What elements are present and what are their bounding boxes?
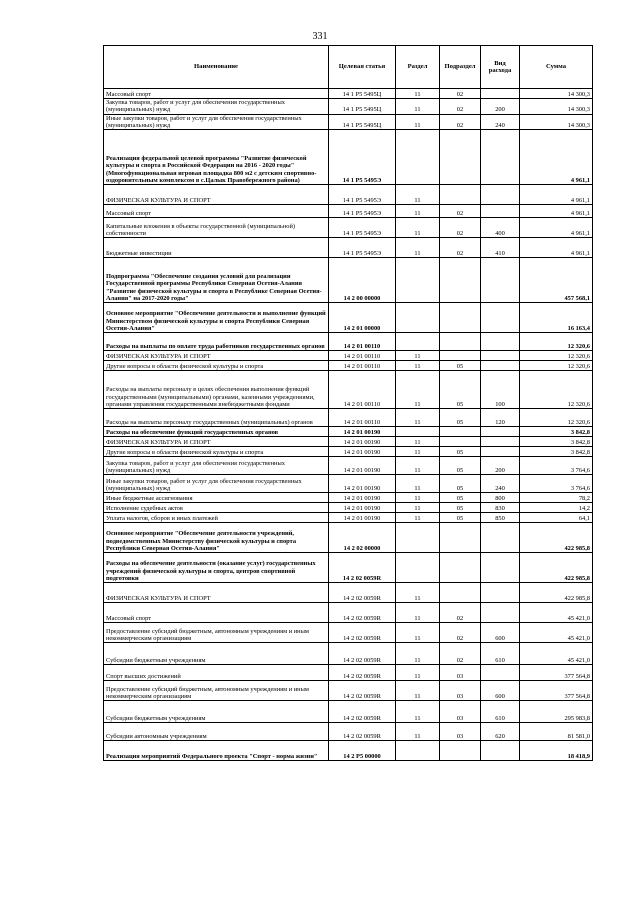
row-target-code: 14 2 01 00110 (329, 409, 396, 427)
row-name: ФИЗИЧЕСКАЯ КУЛЬТУРА И СПОРТ (104, 185, 329, 205)
row-section: 11 (396, 114, 440, 130)
budget-table (103, 45, 593, 761)
row-name: Реализация мероприятий Федерального проекта "Спорт - норма жизни" (104, 741, 329, 761)
row-amount: 14 300,3 (520, 114, 593, 130)
row-amount: 14 300,3 (520, 89, 593, 99)
row-amount: 3 764,6 (520, 475, 593, 493)
row-expense-type (481, 361, 520, 371)
row-name: Массовый спорт (104, 89, 329, 99)
row-expense-type: 410 (481, 238, 520, 258)
row-target-code: 14 2 00 00000 (329, 258, 396, 303)
table-row (104, 583, 593, 603)
row-amount: 377 564,8 (520, 665, 593, 681)
row-section: 11 (396, 361, 440, 371)
row-subsection: 05 (440, 503, 481, 513)
row-expense-type (481, 185, 520, 205)
row-target-code: 14 2 02 0059R (329, 723, 396, 741)
row-amount: 14 300,3 (520, 99, 593, 115)
row-expense-type: 850 (481, 513, 520, 523)
row-section: 11 (396, 701, 440, 723)
row-target-code: 14 2 02 0059R (329, 643, 396, 665)
row-amount: 12 320,6 (520, 333, 593, 351)
row-subsection (440, 258, 481, 303)
row-expense-type: 200 (481, 99, 520, 115)
row-subsection: 02 (440, 114, 481, 130)
row-section: 11 (396, 475, 440, 493)
table-header-row (104, 46, 593, 89)
row-expense-type (481, 665, 520, 681)
row-amount: 457 568,1 (520, 258, 593, 303)
row-section: 11 (396, 218, 440, 238)
table-row (104, 409, 593, 427)
row-amount: 81 581,0 (520, 723, 593, 741)
row-section (396, 130, 440, 185)
row-name: ФИЗИЧЕСКАЯ КУЛЬТУРА И СПОРТ (104, 437, 329, 447)
row-expense-type: 610 (481, 701, 520, 723)
row-expense-type: 100 (481, 371, 520, 409)
row-amount: 3 842,8 (520, 427, 593, 437)
row-amount: 12 320,6 (520, 371, 593, 409)
row-target-code: 14 2 01 00110 (329, 333, 396, 351)
row-name: Исполнение судебных актов (104, 503, 329, 513)
row-expense-type: 830 (481, 503, 520, 513)
row-subsection: 05 (440, 457, 481, 475)
row-name: Массовый спорт (104, 603, 329, 623)
row-expense-type: 240 (481, 475, 520, 493)
row-amount: 14,2 (520, 503, 593, 513)
table-row (104, 205, 593, 218)
row-target-code: 14 1 P5 5495Ц (329, 99, 396, 115)
row-subsection: 02 (440, 238, 481, 258)
row-section: 11 (396, 583, 440, 603)
row-amount: 422 985,8 (520, 553, 593, 583)
row-name: Иные закупки товаров, работ и услуг для обеспечения государственных (муниципальных) нужд (104, 475, 329, 493)
row-expense-type: 600 (481, 681, 520, 701)
table-row (104, 99, 593, 115)
row-name: ФИЗИЧЕСКАЯ КУЛЬТУРА И СПОРТ (104, 351, 329, 361)
row-subsection: 05 (440, 513, 481, 523)
row-name: Иные бюджетные ассигнования (104, 493, 329, 503)
row-target-code: 14 2 02 0059R (329, 603, 396, 623)
table-row (104, 351, 593, 361)
row-section: 11 (396, 681, 440, 701)
row-amount: 64,1 (520, 513, 593, 523)
row-subsection (440, 185, 481, 205)
row-expense-type (481, 447, 520, 457)
row-target-code: 14 1 P5 5495Ц (329, 89, 396, 99)
row-name: Расходы на выплаты персоналу государственных (муниципальных) органов (104, 409, 329, 427)
row-section (396, 553, 440, 583)
row-expense-type (481, 303, 520, 333)
row-amount: 16 163,4 (520, 303, 593, 333)
row-amount: 12 320,6 (520, 361, 593, 371)
row-subsection (440, 523, 481, 553)
row-amount: 3 764,6 (520, 457, 593, 475)
table-row (104, 258, 593, 303)
row-subsection (440, 437, 481, 447)
table-row (104, 513, 593, 523)
table-body (104, 89, 593, 761)
row-amount: 45 421,0 (520, 643, 593, 665)
row-target-code: 14 2 02 0059R (329, 681, 396, 701)
table-row (104, 238, 593, 258)
row-expense-type (481, 553, 520, 583)
row-section: 11 (396, 205, 440, 218)
row-amount: 4 961,1 (520, 185, 593, 205)
row-section (396, 523, 440, 553)
row-target-code: 14 1 P5 5495Э (329, 205, 396, 218)
table-row (104, 623, 593, 643)
row-target-code: 14 2 02 0059R (329, 623, 396, 643)
row-target-code: 14 2 01 00190 (329, 437, 396, 447)
row-expense-type (481, 333, 520, 351)
row-name: Подпрограмма "Обеспечение создания условий для реализации Государственной программы Республики Северная Осетия-Алания "Развитие физической культуры и спорта в Республике Северная Осетия-Алания" на 2017-2020 годы" (104, 258, 329, 303)
row-section: 11 (396, 447, 440, 457)
row-target-code: 14 2 02 0059R (329, 583, 396, 603)
row-target-code: 14 2 02 0059R (329, 701, 396, 723)
row-amount: 45 421,0 (520, 623, 593, 643)
row-name: Другие вопросы в области физической культуры и спорта (104, 361, 329, 371)
row-section: 11 (396, 623, 440, 643)
row-subsection (440, 130, 481, 185)
table-row (104, 643, 593, 665)
row-name: Иные закупки товаров, работ и услуг для обеспечения государственных (муниципальных) нужд (104, 114, 329, 130)
row-subsection: 05 (440, 371, 481, 409)
row-expense-type (481, 258, 520, 303)
row-subsection: 02 (440, 643, 481, 665)
table-row (104, 371, 593, 409)
row-subsection: 02 (440, 623, 481, 643)
row-name: Основное мероприятие "Обеспечение деятельности и выполнение функций Министерством физической культуры и спорта Республики Северная Осетия-Алания" (104, 303, 329, 333)
row-amount: 377 564,8 (520, 681, 593, 701)
row-target-code: 14 2 01 00000 (329, 303, 396, 333)
row-section: 11 (396, 238, 440, 258)
row-subsection: 02 (440, 218, 481, 238)
table-row (104, 603, 593, 623)
row-section: 11 (396, 409, 440, 427)
table-row (104, 89, 593, 99)
row-amount: 12 320,6 (520, 351, 593, 361)
row-name: Массовый спорт (104, 205, 329, 218)
row-section (396, 333, 440, 351)
table-row (104, 437, 593, 447)
row-section: 11 (396, 99, 440, 115)
row-section: 11 (396, 371, 440, 409)
row-name: Закупка товаров, работ и услуг для обеспечения государственных (муниципальных) нужд (104, 457, 329, 475)
table-row (104, 303, 593, 333)
row-target-code: 14 2 01 00190 (329, 447, 396, 457)
header-section: Раздел (396, 46, 440, 89)
row-subsection: 03 (440, 681, 481, 701)
row-subsection: 02 (440, 205, 481, 218)
row-amount: 4 961,1 (520, 205, 593, 218)
row-section: 11 (396, 437, 440, 447)
row-amount: 4 961,1 (520, 238, 593, 258)
row-section: 11 (396, 493, 440, 503)
row-target-code: 14 2 01 00110 (329, 371, 396, 409)
row-name: Основное мероприятие "Обеспечение деятельности учреждений, подведомственных Министерству физической культуры и спорта Республики Северная Осетия-Алания" (104, 523, 329, 553)
row-target-code: 14 2 01 00190 (329, 475, 396, 493)
row-amount: 4 961,1 (520, 130, 593, 185)
row-amount: 4 961,1 (520, 218, 593, 238)
row-amount: 78,2 (520, 493, 593, 503)
row-name: Предоставление субсидий бюджетным, автономным учреждениям и иным некоммерческим организациям (104, 681, 329, 701)
row-name: Уплата налогов, сборов и иных платежей (104, 513, 329, 523)
page-number: 331 (312, 31, 328, 42)
table-row (104, 475, 593, 493)
row-name: Предоставление субсидий бюджетным, автономным учреждениям и иным некоммерческим организациям (104, 623, 329, 643)
row-name: Субсидии бюджетным учреждениям (104, 701, 329, 723)
table-row (104, 493, 593, 503)
row-name: Субсидии бюджетным учреждениям (104, 643, 329, 665)
row-subsection (440, 333, 481, 351)
row-subsection: 02 (440, 89, 481, 99)
row-amount: 422 985,8 (520, 583, 593, 603)
row-expense-type (481, 205, 520, 218)
table-row (104, 427, 593, 437)
row-target-code: 14 2 01 00190 (329, 513, 396, 523)
row-subsection (440, 583, 481, 603)
row-expense-type: 120 (481, 409, 520, 427)
row-expense-type (481, 89, 520, 99)
row-subsection (440, 351, 481, 361)
row-target-code: 14 1 P5 5495Э (329, 238, 396, 258)
row-expense-type: 800 (481, 493, 520, 503)
row-name: ФИЗИЧЕСКАЯ КУЛЬТУРА И СПОРТ (104, 583, 329, 603)
row-section: 11 (396, 351, 440, 361)
table-row (104, 681, 593, 701)
row-section (396, 258, 440, 303)
row-subsection: 05 (440, 493, 481, 503)
row-subsection: 02 (440, 99, 481, 115)
row-target-code: 14 2 02 00000 (329, 523, 396, 553)
row-expense-type (481, 741, 520, 761)
row-target-code: 14 2 01 00110 (329, 361, 396, 371)
row-subsection: 03 (440, 665, 481, 681)
row-section: 11 (396, 457, 440, 475)
row-name: Расходы на обеспечение функций государственных органов (104, 427, 329, 437)
row-subsection: 05 (440, 475, 481, 493)
row-expense-type (481, 130, 520, 185)
row-amount: 45 421,0 (520, 603, 593, 623)
row-target-code: 14 2 01 00190 (329, 503, 396, 513)
row-target-code: 14 1 P5 5495Э (329, 218, 396, 238)
row-target-code: 14 2 01 00190 (329, 493, 396, 503)
row-subsection (440, 303, 481, 333)
row-name: Расходы на обеспечение деятельности (оказание услуг) государственных учреждений физической культуры и спорта, центров спортивной подготовки (104, 553, 329, 583)
row-expense-type: 240 (481, 114, 520, 130)
row-expense-type (481, 351, 520, 361)
row-section: 11 (396, 185, 440, 205)
table-row (104, 553, 593, 583)
row-section: 11 (396, 89, 440, 99)
header-target: Целевая статья (329, 46, 396, 89)
row-amount: 295 983,8 (520, 701, 593, 723)
row-name: Другие вопросы в области физической культуры и спорта (104, 447, 329, 457)
row-name: Закупка товаров, работ и услуг для обеспечения государственных (муниципальных) нужд (104, 99, 329, 115)
row-target-code: 14 2 02 0059R (329, 553, 396, 583)
table-row (104, 741, 593, 761)
table-row (104, 361, 593, 371)
row-expense-type (481, 427, 520, 437)
row-section (396, 427, 440, 437)
row-section: 11 (396, 723, 440, 741)
row-expense-type: 200 (481, 457, 520, 475)
header-name: Наименование (104, 46, 329, 89)
row-expense-type (481, 437, 520, 447)
row-amount: 18 418,9 (520, 741, 593, 761)
header-subsection: Подраздел (440, 46, 481, 89)
row-expense-type: 610 (481, 643, 520, 665)
table-row (104, 723, 593, 741)
table-row (104, 701, 593, 723)
row-name: Капитальные вложения в объекты государственной (муниципальной) собственности (104, 218, 329, 238)
row-subsection: 05 (440, 447, 481, 457)
table-row (104, 523, 593, 553)
row-expense-type (481, 523, 520, 553)
table-row (104, 185, 593, 205)
row-amount: 422 985,8 (520, 523, 593, 553)
table-row (104, 114, 593, 130)
row-amount: 12 320,6 (520, 409, 593, 427)
row-subsection: 02 (440, 603, 481, 623)
row-expense-type (481, 583, 520, 603)
row-amount: 3 842,8 (520, 437, 593, 447)
row-section (396, 741, 440, 761)
row-amount: 3 842,8 (520, 447, 593, 457)
row-target-code: 14 1 P5 5495Э (329, 185, 396, 205)
row-target-code: 14 2 01 00110 (329, 351, 396, 361)
row-subsection: 03 (440, 723, 481, 741)
table-row (104, 130, 593, 185)
row-expense-type: 400 (481, 218, 520, 238)
row-name: Спорт высших достижений (104, 665, 329, 681)
row-subsection (440, 553, 481, 583)
row-subsection (440, 741, 481, 761)
row-name: Реализация федеральной целевой программы "Развитие физической культуры и спорта в Российской Федерации на 2016 - 2020 годы"(Многофункциональная игровая площадка 800 м2 с детским спортивно-оздоровительным комплексом в с.Цалык Правобережного района) (104, 130, 329, 185)
table-row (104, 218, 593, 238)
row-target-code: 14 2 01 00190 (329, 427, 396, 437)
row-name: Бюджетные инвестиции (104, 238, 329, 258)
row-expense-type: 600 (481, 623, 520, 643)
header-expense-type: Вид расхода (481, 46, 520, 89)
table-row (104, 333, 593, 351)
row-section (396, 303, 440, 333)
row-section: 11 (396, 665, 440, 681)
row-target-code: 14 1 P5 5495Э (329, 130, 396, 185)
table-row (104, 457, 593, 475)
header-amount: Сумма (520, 46, 593, 89)
row-subsection (440, 427, 481, 437)
row-section: 11 (396, 643, 440, 665)
row-name: Субсидии автономным учреждениям (104, 723, 329, 741)
row-expense-type (481, 603, 520, 623)
row-subsection: 05 (440, 361, 481, 371)
row-name: Расходы на выплаты по оплате труда работников государственных органов (104, 333, 329, 351)
table-row (104, 665, 593, 681)
row-subsection: 05 (440, 409, 481, 427)
row-target-code: 14 1 P5 5495Ц (329, 114, 396, 130)
row-section: 11 (396, 503, 440, 513)
row-expense-type: 620 (481, 723, 520, 741)
row-target-code: 14 2 01 00190 (329, 457, 396, 475)
row-subsection: 03 (440, 701, 481, 723)
row-target-code: 14 2 P5 00000 (329, 741, 396, 761)
row-target-code: 14 2 02 0059R (329, 665, 396, 681)
row-section: 11 (396, 513, 440, 523)
table-row (104, 503, 593, 513)
row-name: Расходы на выплаты персоналу в целях обеспечения выполнения функций государственными (муниципальными) органами, казенными учреждениями, органами управления государственными внебюджетными фондами (104, 371, 329, 409)
row-section: 11 (396, 603, 440, 623)
table-row (104, 447, 593, 457)
